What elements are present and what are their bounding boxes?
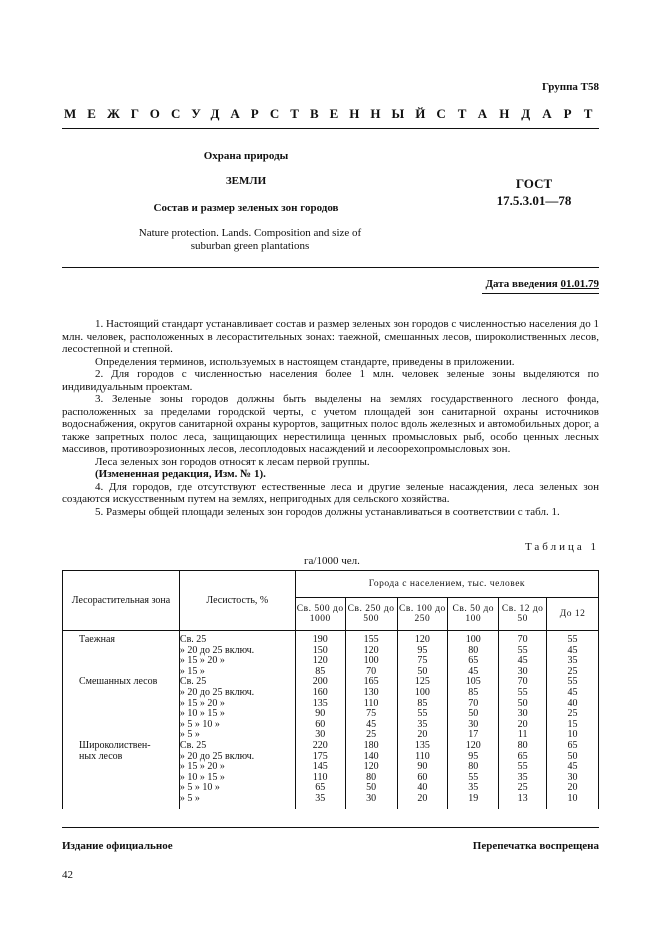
value: 25 — [517, 782, 528, 794]
value-cell — [448, 677, 499, 741]
head-zone: Лесорастительная зона — [63, 571, 180, 631]
top-rule — [62, 128, 599, 129]
forest-value: » 20 до 25 включ. — [179, 750, 255, 762]
value: 75 — [366, 708, 377, 720]
value: 120 — [414, 634, 430, 645]
forest-value: » 5 » 10 » — [179, 782, 220, 794]
value: 55 — [567, 676, 578, 688]
value: 75 — [417, 655, 428, 667]
value-cell — [295, 631, 345, 678]
head-col: Св. 12 до 50 — [499, 598, 547, 631]
value: 110 — [312, 771, 328, 783]
value: 40 — [567, 697, 578, 709]
forest-value: » 15 » 20 » — [179, 761, 225, 773]
forest-value: » 5 » — [179, 792, 200, 804]
value: 30 — [517, 665, 528, 677]
value: 70 — [517, 634, 528, 645]
value: 180 — [363, 739, 379, 751]
value: 10 — [567, 792, 578, 804]
value: 220 — [312, 739, 328, 751]
value: 125 — [414, 676, 430, 688]
value-cell — [345, 741, 397, 809]
value: 70 — [366, 665, 377, 677]
value: 120 — [312, 655, 328, 667]
zone-cell — [63, 677, 180, 741]
table-row — [63, 631, 599, 678]
paragraph: (Измененная редакция, Изм. № 1). — [95, 468, 266, 480]
banner-left: МЕЖГОСУДАРСТВЕННЫЙ — [64, 106, 437, 121]
paragraph: Леса зеленых зон городов относят к лесам первой группы. — [95, 455, 370, 468]
bottom-rule — [62, 827, 599, 828]
value: 95 — [468, 750, 479, 762]
value: 135 — [312, 697, 328, 709]
value-cell — [448, 741, 499, 809]
value: 55 — [468, 771, 479, 783]
value-cell — [547, 741, 599, 809]
value-cell — [345, 631, 397, 678]
value: 190 — [312, 634, 328, 645]
value: 20 — [567, 782, 578, 794]
value: 65 — [315, 782, 326, 794]
page-number: 42 — [62, 869, 73, 881]
value: 85 — [468, 686, 479, 698]
value: 130 — [363, 686, 379, 698]
value: 45 — [366, 718, 377, 730]
value: 60 — [315, 718, 326, 730]
forest-value: » 15 » — [179, 665, 205, 677]
value-cell — [547, 631, 599, 678]
banner-right: СТАНДАРТ — [436, 106, 605, 121]
value: 11 — [517, 729, 528, 741]
value: 80 — [517, 739, 528, 751]
table-unit: га/1000 чел. — [304, 555, 360, 567]
forest-cell — [179, 741, 295, 809]
value: 120 — [363, 644, 379, 656]
value-cell — [547, 677, 599, 741]
value: 150 — [312, 644, 328, 656]
value: 55 — [517, 644, 528, 656]
value: 50 — [468, 708, 479, 720]
paragraph: 4. Для городов, где отсутствуют естественные леса и другие зеленые насаждения, леса зеленых зон создаются искусственным путем на землях, непригодных для сельского хозяйства. — [62, 480, 599, 505]
paragraph: 1. Настоящий стандарт устанавливает состав и размер зеленых зон городов с численностью населения до 1 млн. человек, расположенных в лесорастительных зонах: таежной, смешанных лесов, широколиственных лесов, лесостепной и степной. — [62, 318, 599, 355]
value: 80 — [468, 644, 479, 656]
value: 50 — [567, 750, 578, 762]
value: 90 — [315, 708, 326, 720]
zone-name: Таежная — [79, 634, 116, 645]
head-col: Св. 100 до 250 — [397, 598, 448, 631]
value: 50 — [417, 665, 428, 677]
forest-value: Св. 25 — [179, 739, 207, 751]
value: 55 — [517, 761, 528, 773]
zone-cell — [63, 631, 180, 678]
value: 30 — [567, 771, 578, 783]
value-cell — [499, 741, 547, 809]
intro-date-value: 01.01.79 — [560, 278, 599, 290]
forest-cell — [179, 631, 295, 678]
zone-name: ных лесов — [79, 750, 123, 762]
value: 25 — [366, 729, 377, 741]
value: 30 — [315, 729, 326, 741]
value-cell — [295, 741, 345, 809]
forest-value: » 20 до 25 включ. — [179, 644, 255, 656]
footer-reprint: Перепечатка воспрещена — [472, 840, 599, 852]
head-col: Св. 250 до 500 — [345, 598, 397, 631]
value: 13 — [517, 792, 528, 804]
value: 155 — [363, 634, 379, 645]
value: 80 — [366, 771, 377, 783]
english-title-1: Nature protection. Lands. Composition and size of — [138, 227, 362, 239]
value: 80 — [468, 761, 479, 773]
value: 20 — [417, 792, 428, 804]
body-text — [62, 318, 599, 518]
value: 90 — [417, 761, 428, 773]
table-caption: Таблица 1 — [524, 541, 599, 553]
value: 110 — [363, 697, 379, 709]
value-cell — [499, 677, 547, 741]
head-col: До 12 — [547, 598, 599, 631]
footer-official: Издание официальное — [62, 840, 173, 852]
value-cell — [448, 631, 499, 678]
value: 17 — [468, 729, 479, 741]
value-cell — [397, 631, 448, 678]
value-cell — [397, 677, 448, 741]
value: 45 — [567, 761, 578, 773]
value: 160 — [312, 686, 328, 698]
title-sub: Состав и размер зеленых зон городов — [153, 202, 339, 214]
value: 95 — [417, 644, 428, 656]
value: 100 — [465, 634, 481, 645]
value: 50 — [517, 697, 528, 709]
value: 175 — [312, 750, 328, 762]
value: 60 — [417, 771, 428, 783]
value: 30 — [366, 792, 377, 804]
value: 30 — [517, 708, 528, 720]
value: 65 — [468, 655, 479, 667]
value: 110 — [415, 750, 430, 762]
intro-date-label: Дата введения — [485, 278, 558, 290]
value: 105 — [465, 676, 481, 688]
zone-name: Широколиствен- — [79, 739, 151, 751]
forest-value: » 20 до 25 включ. — [179, 686, 255, 698]
value: 100 — [363, 655, 379, 667]
zone-cell — [63, 741, 180, 809]
paragraph: Определения терминов, используемых в настоящем стандарте, приведены в приложении. — [95, 355, 515, 368]
value: 65 — [567, 739, 578, 751]
forest-cell — [179, 677, 295, 741]
value: 135 — [414, 739, 430, 751]
value: 25 — [567, 708, 578, 720]
gost-number: 17.5.3.01—78 — [496, 193, 572, 208]
head-forest: Лесистость, % — [179, 571, 295, 631]
value: 35 — [315, 792, 326, 804]
value-cell — [397, 741, 448, 809]
value: 50 — [366, 782, 377, 794]
date-rule — [482, 293, 599, 294]
value: 145 — [312, 761, 328, 773]
head-col: Св. 500 до 1000 — [295, 598, 345, 631]
value: 15 — [567, 718, 578, 730]
title-subject: Охрана природы — [203, 150, 289, 162]
head-col: Св. 50 до 100 — [448, 598, 499, 631]
intro-date — [485, 278, 599, 290]
value: 85 — [417, 697, 428, 709]
value: 45 — [517, 655, 528, 667]
value: 55 — [567, 634, 578, 645]
head-population: Города с населением, тыс. человек — [295, 571, 598, 598]
middle-rule — [62, 267, 599, 268]
forest-value: Св. 25 — [179, 676, 207, 688]
value: 85 — [315, 665, 326, 677]
value: 70 — [468, 697, 479, 709]
value: 120 — [363, 761, 379, 773]
forest-value: » 5 » 10 » — [179, 718, 220, 730]
value: 35 — [567, 655, 578, 667]
value: 200 — [312, 676, 328, 688]
value: 45 — [567, 644, 578, 656]
paragraph: 5. Размеры общей площади зеленых зон городов должны устанавливаться в соответствии с табл. 1. — [95, 505, 560, 518]
standard-banner — [64, 106, 605, 122]
value: 10 — [567, 729, 578, 741]
value: 120 — [465, 739, 481, 751]
value: 165 — [363, 676, 379, 688]
paragraph: 2. Для городов с численностью населения более 1 млн. человек зеленые зоны выделяются по индивидуальным проектам. — [62, 368, 599, 393]
group-code: Группа Т58 — [541, 81, 599, 93]
forest-value: Св. 25 — [179, 634, 207, 645]
gost-label: ГОСТ — [515, 176, 553, 191]
forest-value: » 10 » 15 » — [179, 708, 225, 720]
value: 45 — [468, 665, 479, 677]
value: 55 — [517, 686, 528, 698]
zone-name: Смешанных лесов — [79, 676, 158, 688]
value: 35 — [468, 782, 479, 794]
value: 19 — [468, 792, 479, 804]
value: 35 — [517, 771, 528, 783]
value-cell — [345, 677, 397, 741]
value: 55 — [417, 708, 428, 720]
value: 45 — [567, 686, 578, 698]
forest-value: » 15 » 20 » — [179, 697, 225, 709]
value: 100 — [414, 686, 430, 698]
value-cell — [499, 631, 547, 678]
title-main: ЗЕМЛИ — [225, 175, 267, 187]
value: 20 — [517, 718, 528, 730]
value-cell — [295, 677, 345, 741]
table-1 — [62, 570, 599, 809]
forest-value: » 5 » — [179, 729, 200, 741]
table-row — [63, 677, 599, 741]
paragraph: 3. Зеленые зоны городов должны быть выделены на землях государственного лесного фонда, расположенных за пределами городской черты, с учетом площадей зон санитарной охраны источников водоснабжения, округов санитарной охраны курортов, защитных полос вдоль железных и автомобильных дорог, а также запретных полос леса, защищающих нерестилища ценных промысловых рыб, особо ценных лесных массивов, противоэрозионных лесов, лесоплодовых насаждений и лесоорехопромысловых зон. — [62, 393, 599, 455]
forest-value: » 10 » 15 » — [179, 771, 225, 783]
value: 65 — [517, 750, 528, 762]
value: 25 — [567, 665, 578, 677]
value: 70 — [517, 676, 528, 688]
english-title-2: suburban green plantations — [190, 240, 310, 252]
value: 20 — [417, 729, 428, 741]
value: 30 — [468, 718, 479, 730]
value: 40 — [417, 782, 428, 794]
forest-value: » 15 » 20 » — [179, 655, 225, 667]
value: 35 — [417, 718, 428, 730]
table-row — [63, 741, 599, 809]
value: 140 — [363, 750, 379, 762]
